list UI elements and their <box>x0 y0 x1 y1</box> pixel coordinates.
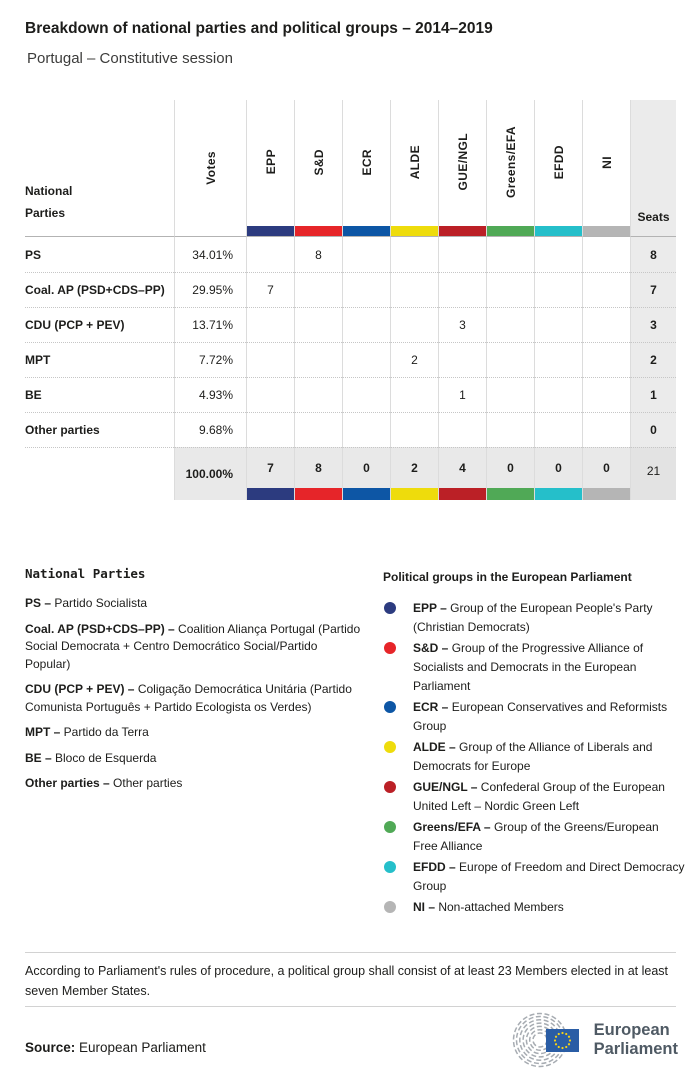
group-color-bar <box>487 488 534 500</box>
hemicycle-eu-flag-icon <box>506 1012 586 1068</box>
group-seats-cell <box>294 377 342 412</box>
national-parties-legend <box>25 566 363 801</box>
total-group-seats-cell: 0 <box>582 447 630 500</box>
seats-cell: 8 <box>630 237 676 272</box>
group-seats-cell <box>390 377 438 412</box>
group-seats-cell <box>534 412 582 447</box>
party-name-cell: Other parties <box>25 412 174 447</box>
total-row-spacer <box>25 447 174 500</box>
national-parties-legend-title: National Parties <box>25 566 146 581</box>
party-legend-item: Other parties – Other parties <box>25 776 183 790</box>
group-seats-cell <box>294 307 342 342</box>
group-seats-cell <box>534 342 582 377</box>
source-line <box>25 1040 206 1055</box>
group-column-header: EPP <box>246 100 294 237</box>
total-group-seats-cell: 4 <box>438 447 486 500</box>
party-legend-item: Coal. AP (PSD+CDS–PP) – Coalition Aliança Portugal (Partido Social Democrata + Centro Democrático Social/Partido Popular) <box>25 621 361 671</box>
page-subtitle: Portugal – Constitutive session <box>27 50 233 67</box>
votes-cell: 34.01% <box>174 237 246 272</box>
group-legend-item: Greens/EFA – Group of the Greens/European Free Alliance <box>383 818 685 856</box>
group-color-dot-icon <box>384 602 396 614</box>
group-seats-cell <box>294 412 342 447</box>
seats-cell: 2 <box>630 342 676 377</box>
seats-cell: 3 <box>630 307 676 342</box>
total-seats-cell: 21 <box>630 447 676 500</box>
group-color-bar <box>295 488 342 500</box>
group-seats-cell <box>342 237 390 272</box>
group-seats-cell <box>294 272 342 307</box>
group-seats-cell <box>246 237 294 272</box>
group-color-dot-icon <box>384 781 396 793</box>
group-color-bar <box>583 488 630 500</box>
group-seats-cell <box>294 342 342 377</box>
group-seats-cell <box>246 342 294 377</box>
source-value: European Parliament <box>79 1040 206 1055</box>
total-group-seats-cell: 0 <box>342 447 390 500</box>
source-label: Source: <box>25 1040 76 1055</box>
procedure-note: According to Parliament's rules of procedure, a political group shall consist of at least 23 Members elected in at least seven Member States. <box>25 964 668 998</box>
group-seats-cell <box>390 307 438 342</box>
group-seats-cell <box>342 377 390 412</box>
group-seats-cell <box>342 342 390 377</box>
total-group-seats-cell: 0 <box>486 447 534 500</box>
seats-column-header: Seats <box>630 100 676 237</box>
group-seats-cell <box>342 307 390 342</box>
group-legend-item: ALDE – Group of the Alliance of Liberals and Democrats for Europe <box>383 738 685 776</box>
group-seats-cell <box>486 272 534 307</box>
group-color-dot-icon <box>384 701 396 713</box>
group-color-bar <box>295 226 342 236</box>
group-seats-cell <box>486 237 534 272</box>
page-title: Breakdown of national parties and political groups – 2014–2019 <box>25 20 493 37</box>
group-column-header: S&D <box>294 100 342 237</box>
party-name-cell: Coal. AP (PSD+CDS–PP) <box>25 272 174 307</box>
political-groups-legend-items <box>383 599 685 917</box>
votes-cell: 9.68% <box>174 412 246 447</box>
group-seats-cell: 7 <box>246 272 294 307</box>
party-legend-item: MPT – Partido da Terra <box>25 725 149 739</box>
group-seats-cell <box>534 377 582 412</box>
votes-cell: 29.95% <box>174 272 246 307</box>
group-seats-cell <box>342 272 390 307</box>
group-column-header: ALDE <box>390 100 438 237</box>
group-seats-cell <box>534 272 582 307</box>
group-seats-cell <box>582 342 630 377</box>
party-legend-item: CDU (PCP + PEV) – Coligação Democrática Unitária (Partido Comunista Português + Partido Ecologista os Verdes) <box>25 682 352 714</box>
group-column-header: NI <box>582 100 630 237</box>
group-seats-cell <box>582 377 630 412</box>
results-table <box>25 100 676 500</box>
total-group-seats-cell: 2 <box>390 447 438 500</box>
logo-wordmark <box>594 1021 678 1059</box>
group-color-dot-icon <box>384 642 396 654</box>
group-seats-cell <box>438 342 486 377</box>
group-legend-item: EPP – Group of the European People's Party (Christian Democrats) <box>383 599 685 637</box>
group-seats-cell <box>582 307 630 342</box>
group-seats-cell <box>390 237 438 272</box>
votes-column-header: Votes <box>174 100 246 237</box>
group-seats-cell <box>342 412 390 447</box>
group-legend-item: EFDD – Europe of Freedom and Direct Democracy Group <box>383 858 685 896</box>
group-seats-cell <box>582 412 630 447</box>
group-seats-cell <box>582 237 630 272</box>
group-seats-cell: 1 <box>438 377 486 412</box>
group-column-header: EFDD <box>534 100 582 237</box>
votes-cell: 13.71% <box>174 307 246 342</box>
european-parliament-logo <box>506 1012 678 1068</box>
group-color-bar <box>391 488 438 500</box>
logo-word-european: European <box>593 1021 670 1039</box>
votes-cell: 7.72% <box>174 342 246 377</box>
group-seats-cell <box>438 237 486 272</box>
group-color-bar <box>535 488 582 500</box>
political-groups-legend-title: Political groups in the European Parliament <box>383 570 632 584</box>
party-name-cell: CDU (PCP + PEV) <box>25 307 174 342</box>
group-seats-cell <box>486 307 534 342</box>
total-group-seats-cell: 8 <box>294 447 342 500</box>
group-color-bar <box>343 226 390 236</box>
group-column-header: ECR <box>342 100 390 237</box>
seats-cell: 1 <box>630 377 676 412</box>
group-column-header: GUE/NGL <box>438 100 486 237</box>
votes-cell: 4.93% <box>174 377 246 412</box>
logo-word-parliament: Parliament <box>593 1040 678 1058</box>
group-seats-cell <box>246 377 294 412</box>
national-parties-legend-items <box>25 595 363 793</box>
political-groups-legend <box>383 570 685 919</box>
party-name-cell: PS <box>25 247 42 262</box>
seats-cell: 0 <box>630 412 676 447</box>
group-color-dot-icon <box>384 821 396 833</box>
group-color-bar <box>583 226 630 236</box>
group-color-bar <box>247 226 294 236</box>
group-color-bar <box>487 226 534 236</box>
group-column-header: Greens/EFA <box>486 100 534 237</box>
group-seats-cell <box>390 412 438 447</box>
divider-line <box>25 952 676 953</box>
group-color-bar <box>439 226 486 236</box>
seats-cell: 7 <box>630 272 676 307</box>
group-seats-cell <box>486 412 534 447</box>
group-seats-cell <box>534 307 582 342</box>
group-seats-cell: 2 <box>390 342 438 377</box>
group-legend-item: NI – Non-attached Members <box>383 898 685 917</box>
group-seats-cell <box>582 272 630 307</box>
group-color-bar <box>343 488 390 500</box>
group-color-bar <box>439 488 486 500</box>
divider-line <box>25 1006 676 1007</box>
group-seats-cell <box>534 237 582 272</box>
group-seats-cell <box>486 377 534 412</box>
total-group-seats-cell: 0 <box>534 447 582 500</box>
group-color-bar <box>247 488 294 500</box>
party-legend-item: PS – Partido Socialista <box>25 596 148 610</box>
party-name-cell: MPT <box>25 342 174 377</box>
group-legend-item: S&D – Group of the Progressive Alliance of Socialists and Democrats in the European Parliament <box>383 639 685 696</box>
total-group-seats-cell: 7 <box>246 447 294 500</box>
party-name-cell: BE <box>25 377 174 412</box>
group-color-dot-icon <box>384 861 396 873</box>
group-seats-cell <box>246 307 294 342</box>
group-color-bar <box>391 226 438 236</box>
group-seats-cell: 3 <box>438 307 486 342</box>
group-seats-cell: 8 <box>294 237 342 272</box>
group-seats-cell <box>438 412 486 447</box>
group-seats-cell <box>390 272 438 307</box>
group-color-dot-icon <box>384 741 396 753</box>
total-votes-cell: 100.00% <box>174 447 246 500</box>
group-color-dot-icon <box>384 901 396 913</box>
group-legend-item: ECR – European Conservatives and Reformists Group <box>383 698 685 736</box>
row-header-label: National Parties <box>25 100 174 237</box>
party-legend-item: BE – Bloco de Esquerda <box>25 750 157 765</box>
group-seats-cell <box>438 272 486 307</box>
group-color-bar <box>535 226 582 236</box>
group-seats-cell <box>246 412 294 447</box>
group-legend-item: GUE/NGL – Confederal Group of the European United Left – Nordic Green Left <box>383 778 685 816</box>
group-seats-cell <box>486 342 534 377</box>
